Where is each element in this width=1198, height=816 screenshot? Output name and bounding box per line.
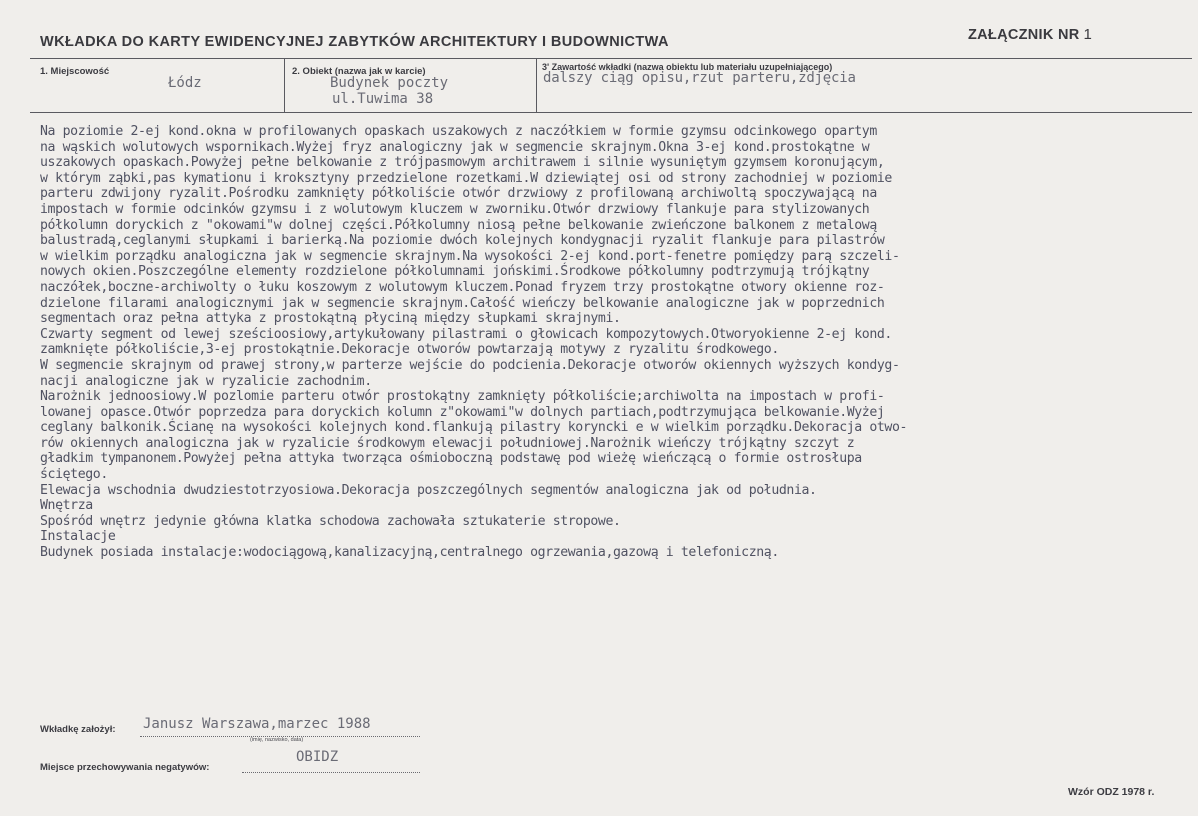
contents-value: dalszy ciąg opisu,rzut parteru,zdjęcia (543, 70, 856, 86)
description-text (40, 124, 1190, 561)
description-line: impostach w formie odcinków gzymsu i z wolutowym kluczem w zworniku.Otwór drzwiowy flankuje para stylizowanych (40, 201, 870, 217)
negatives-value: OBIDZ (296, 749, 339, 765)
description-line: w którym ząbki,pas kymationu i kroksztyny przedzielone rozetkami.W dziewiątej osi od strony zachodniej w poziomie (40, 170, 892, 186)
description-line: lowanej opasce.Otwór poprzedza para doryckich kolumn z"okowami"w dolnych partiach,podtrzymująca belkowanie.Wyżej (40, 404, 885, 420)
field-divider-1 (284, 58, 285, 112)
description-line: ściętego. (40, 467, 108, 483)
description-line: naczółek,boczne-archiwolty o łuku koszowym z wolutowym kluczem.Ponad fryzem trzy prostokątne otwory okienne roz- (40, 279, 885, 295)
description-line: Wnętrza (40, 498, 93, 514)
description-line: segmentach oraz pełna attyka z prostokątną płyciną między słupkami skrajnymi. (40, 311, 621, 327)
fields-bottom-rule (30, 112, 1192, 113)
object-label: 2. Obiekt (nazwa jak w karcie) (292, 66, 426, 77)
created-by-label: Wkładkę założył: (40, 724, 116, 735)
created-by-value: Janusz Warszawa,marzec 1988 (143, 716, 371, 732)
annex-number: 1 (1083, 26, 1093, 43)
contents-label: 3' Zawartość wkładki (nazwa obiektu lub materiału uzupełniającego) (542, 62, 833, 72)
description-line: Narożnik jednoosiowy.W pozlomie parteru otwór prostokątny zamknięty półkoliście;archiwolta na impostach w profi- (40, 389, 885, 405)
description-line: nacji analogiczne jak w ryzalicie zachodnim. (40, 373, 372, 389)
description-line: gładkim tympanonem.Powyżej pełna attyka tworząca ośmioboczną podstawę pod wieżę wieńczącą o formie ostrosłupa (40, 451, 862, 467)
form-template-id: Wzór ODZ 1978 r. (1068, 786, 1155, 798)
form-title: WKŁADKA DO KARTY EWIDENCYJNEJ ZABYTKÓW ARCHITEKTURY I BUDOWNICTWA (40, 34, 669, 50)
field-divider-2 (536, 58, 537, 112)
description-line: na wąskich wolutowych wspornikach.Wyżej fryz analogiczny jak w segmencie skrajnym.Okna 3-ej kond.prostokątne w (40, 139, 870, 155)
description-line: parteru zdwijony ryzalit.Pośrodku zamknięty półkoliście otwór drzwiowy z profilowaną archiwoltą spoczywającą na (40, 186, 877, 202)
annex-label-text: ZAŁĄCZNIK NR (968, 27, 1080, 43)
description-line: półkolumn doryckich z "okowami"w dolnej części.Półkolumny niosą pełne belkowanie zwieńczone balkonem z metalową (40, 217, 877, 233)
negatives-line (242, 772, 420, 773)
negatives-label: Miejsce przechowywania negatywów: (40, 762, 210, 773)
description-line: zamknięte półkoliście,3-ej prostokątnie.Dekoracje otworów powtarzają motywy z ryzalitu środkowego. (40, 342, 779, 358)
description-line: Instalacje (40, 529, 116, 545)
object-value-line2: ul.Tuwima 38 (332, 91, 434, 107)
description-line: rów okiennych analogiczna jak w ryzalicie środkowym elewacji południowej.Narożnik wieńczy trójkątny szczyt z (40, 435, 855, 451)
created-by-caption: (imię, nazwisko, data) (250, 737, 304, 743)
description-line: balustradą,ceglanymi słupkami i barierką.Na poziomie dwóch kolejnych kondygnacji ryzalit flankuje para pilastrów (40, 233, 885, 249)
locality-value: Łódz (168, 75, 202, 91)
header-rule (30, 58, 1192, 59)
description-line: nowych okien.Poszczególne elementy rozdzielone półkolumnami jońskimi.Środkowe półkolumny podtrzymują trójkątny (40, 264, 870, 280)
description-line: Na poziomie 2-ej kond.okna w profilowanych opaskach uszakowych z naczółkiem w formie gzymsu odcinkowego opartym (40, 124, 877, 139)
object-value-line1: Budynek poczty (330, 75, 449, 91)
description-line: uszakowych opaskach.Powyżej pełne belkowanie z trójpasmowym architrawem i silnie wysuniętym gzymsem koronującym, (40, 155, 885, 171)
description-line: dzielone filarami analogicznymi jak w segmencie skrajnym.Całość wieńczy belkowanie analogiczne jak w poprzednich (40, 295, 885, 311)
description-line: ceglany balkonik.Ścianę na wysokości kolejnych kond.flankują pilastry koryncki e w wielkim porządku.Dekoracja otwo- (40, 420, 908, 436)
annex-label (968, 26, 1092, 43)
description-line: Czwarty segment od lewej sześcioosiowy,artykułowany pilastrami o głowicach kompozytowych.Otworyokienne 2-ej kond. (40, 326, 892, 342)
description-line: W segmencie skrajnym od prawej strony,w parterze wejście do podcienia.Dekoracje otworów okiennych wyższych kondyg- (40, 357, 900, 373)
locality-label: 1. Miejscowość (40, 66, 110, 77)
description-line: w wielkim porządku analogiczna jak w segmencie skrajnym.Na wysokości 2-ej kond.port-fenetre pomiędzy parą szczeli- (40, 248, 900, 264)
description-line: Elewacja wschodnia dwudziestotrzyosiowa.Dekoracja poszczególnych segmentów analogiczna jak od południa. (40, 482, 817, 498)
description-line: Budynek posiada instalacje:wodociągową,kanalizacyjną,centralnego ogrzewania,gazową i telefoniczną. (40, 545, 779, 561)
description-line: Spośród wnętrz jedynie główna klatka schodowa zachowała sztukaterie stropowe. (40, 513, 621, 529)
